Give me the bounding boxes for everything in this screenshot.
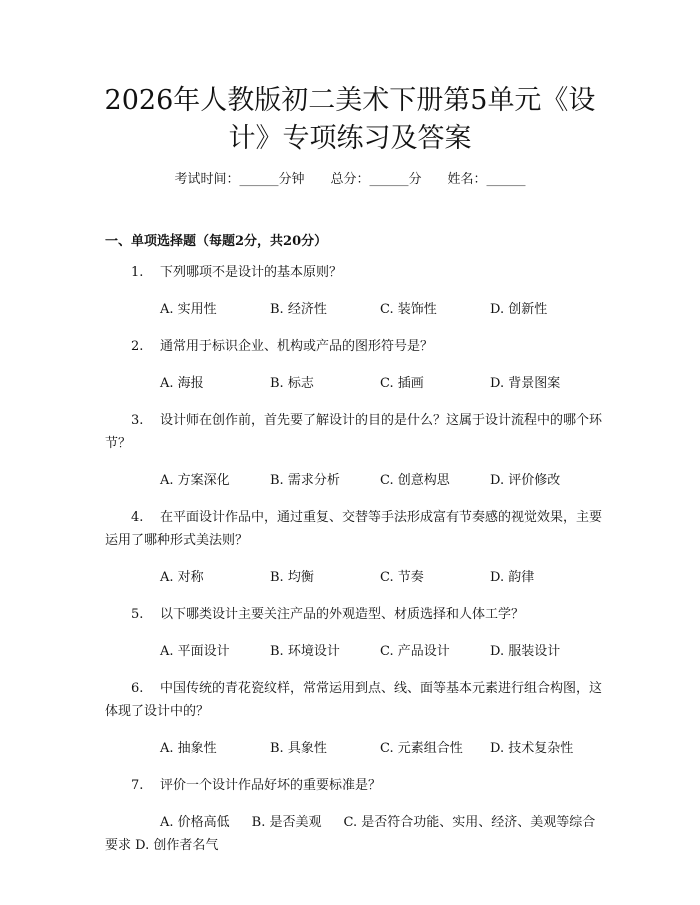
student-name-field: 姓名：______ xyxy=(447,172,526,187)
question-3 xyxy=(105,409,607,492)
question-stem xyxy=(105,261,607,284)
option-a: A. 抽象性 xyxy=(160,741,217,756)
question-text: 评价一个设计作品好坏的重要标准是？ xyxy=(160,778,382,793)
question-list xyxy=(105,261,607,857)
question-5 xyxy=(105,603,607,663)
option-b: B. 具象性 xyxy=(270,741,327,756)
option-b: B. 标志 xyxy=(270,376,314,391)
question-number: 3. xyxy=(131,413,144,428)
option-row xyxy=(105,811,607,857)
option-c: C. 产品设计 xyxy=(380,644,450,659)
question-text: 通常用于标识企业、机构或产品的图形符号是？ xyxy=(160,339,434,354)
option-a: A. 平面设计 xyxy=(160,644,230,659)
exam-time-field: 考试时间：______分钟 xyxy=(174,172,305,187)
document-title: 2026年人教版初二美术下册第5单元《设计》专项练习及答案 xyxy=(104,85,596,154)
option-b: B. 是否美观 xyxy=(251,815,322,830)
option-c: C. 插画 xyxy=(380,376,424,391)
option-d: D. 创作者名气 xyxy=(135,838,219,853)
option-row xyxy=(160,372,607,395)
option-a: A. 实用性 xyxy=(160,302,217,317)
option-row xyxy=(160,298,607,321)
section-heading: 一、单项选择题（每题2分，共20分） xyxy=(105,234,328,249)
question-text: 在平面设计作品中，通过重复、交替等手法形成富有节奏感的视觉效果，主要运用了哪种形式美法则？ xyxy=(105,510,603,548)
option-c: C. 创意构思 xyxy=(380,473,450,488)
option-row xyxy=(160,469,607,492)
question-text: 中国传统的青花瓷纹样，常常运用到点、线、面等基本元素进行组合构图，这体现了设计中的？ xyxy=(105,681,603,719)
option-d: D. 韵律 xyxy=(490,570,535,585)
question-text: 以下哪类设计主要关注产品的外观造型、材质选择和人体工学？ xyxy=(160,607,525,622)
option-d: D. 评价修改 xyxy=(490,473,561,488)
question-number: 1. xyxy=(131,265,144,280)
question-4 xyxy=(105,506,607,589)
option-c: C. 是否符合功能、实用、经济、美观等综合要求 xyxy=(105,815,596,853)
option-a: A. 对称 xyxy=(160,570,204,585)
question-stem xyxy=(105,677,607,723)
question-number: 7. xyxy=(131,778,144,793)
question-7 xyxy=(105,774,607,857)
option-d: D. 技术复杂性 xyxy=(490,741,574,756)
option-c: C. 节奏 xyxy=(380,570,424,585)
option-row xyxy=(160,640,607,663)
question-number: 2. xyxy=(131,339,144,354)
exam-meta xyxy=(0,168,700,187)
option-c: C. 元素组合性 xyxy=(380,741,463,756)
question-2 xyxy=(105,335,607,395)
option-a: A. 海报 xyxy=(160,376,204,391)
question-stem xyxy=(105,409,607,455)
question-6 xyxy=(105,677,607,760)
question-1 xyxy=(105,261,607,321)
option-row xyxy=(160,737,607,760)
option-d: D. 背景图案 xyxy=(490,376,561,391)
option-d: D. 服装设计 xyxy=(490,644,561,659)
option-d: D. 创新性 xyxy=(490,302,548,317)
option-a: A. 方案深化 xyxy=(160,473,230,488)
question-number: 4. xyxy=(131,510,144,525)
question-stem xyxy=(105,774,607,797)
option-a: A. 价格高低 xyxy=(160,815,230,830)
question-stem xyxy=(105,335,607,358)
option-b: B. 经济性 xyxy=(270,302,327,317)
option-b: B. 均衡 xyxy=(270,570,314,585)
total-score-field: 总分：______分 xyxy=(330,172,422,187)
question-stem xyxy=(105,506,607,552)
question-text: 设计师在创作前，首先要了解设计的目的是什么？这属于设计流程中的哪个环节？ xyxy=(105,413,603,451)
option-b: B. 需求分析 xyxy=(270,473,340,488)
question-stem xyxy=(105,603,607,626)
question-number: 5. xyxy=(131,607,144,622)
option-b: B. 环境设计 xyxy=(270,644,340,659)
question-number: 6. xyxy=(131,681,144,696)
option-row xyxy=(160,566,607,589)
question-text: 下列哪项不是设计的基本原则？ xyxy=(160,265,343,280)
option-c: C. 装饰性 xyxy=(380,302,437,317)
